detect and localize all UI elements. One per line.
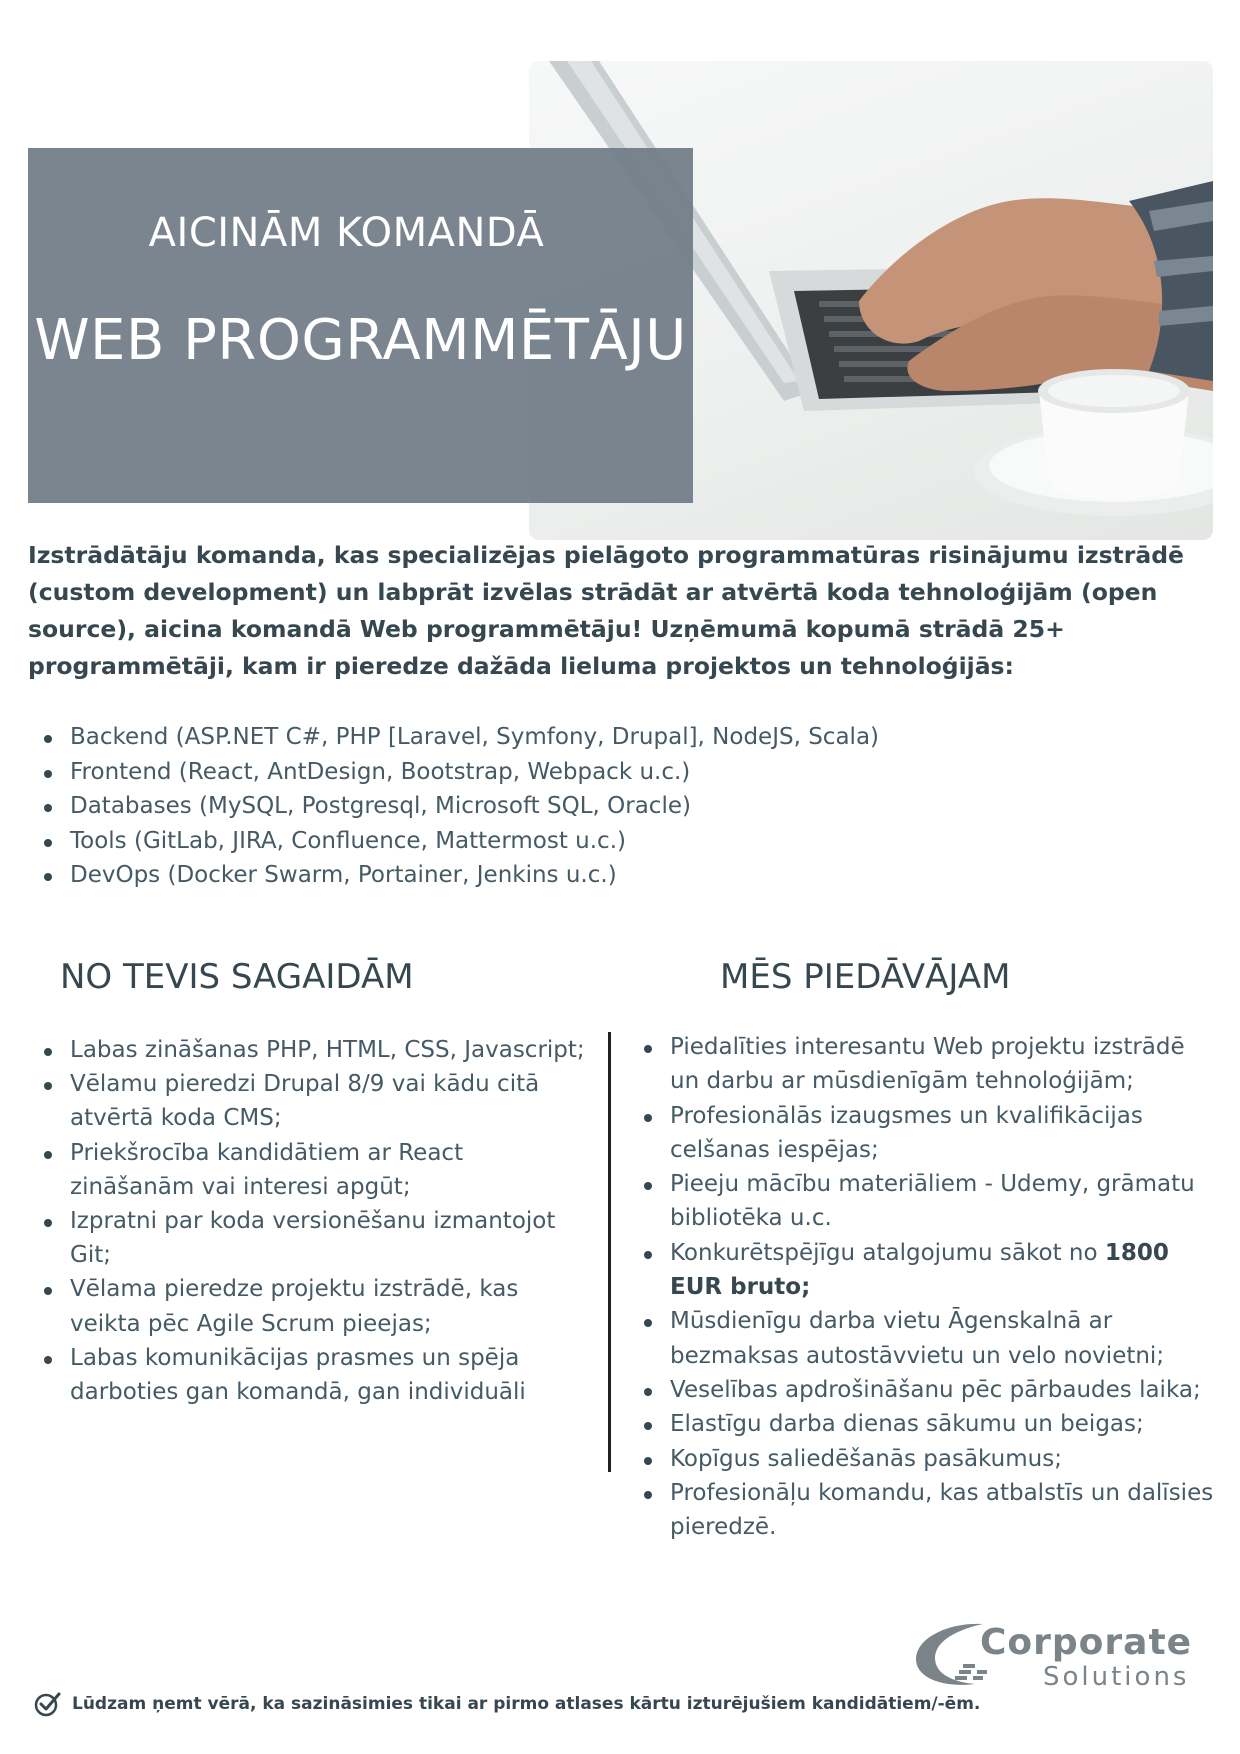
hero-subtitle: AICINĀM KOMANDĀ xyxy=(148,210,545,256)
offer-item: Profesionālās izaugsmes un kvalifikācijas celšanas iespējas; xyxy=(628,1099,1220,1168)
tech-list xyxy=(28,720,1128,893)
offer-item: Mūsdienīgu darba vietu Āgenskalnā ar bezmaksas autostāvvietu un velo novietni; xyxy=(628,1304,1220,1373)
check-circle-icon xyxy=(34,1690,62,1718)
offer-list xyxy=(628,1030,1220,1544)
offer-heading: MĒS PIEDĀVĀJAM xyxy=(720,957,1011,997)
requirement-item: Labas zināšanas PHP, HTML, CSS, Javascript; xyxy=(28,1033,588,1067)
offer-item: Veselības apdrošināšanu pēc pārbaudes laika; xyxy=(628,1373,1220,1407)
offer-item: Elastīgu darba dienas sākumu un beigas; xyxy=(628,1407,1220,1441)
requirements-list xyxy=(28,1033,588,1409)
requirement-item: Priekšrocība kandidātiem ar React zināšanām vai interesi apgūt; xyxy=(28,1136,588,1204)
tech-item-frontend: Frontend (React, AntDesign, Bootstrap, Webpack u.c.) xyxy=(28,755,1128,790)
requirement-item: Vēlama pieredze projektu izstrādē, kas veikta pēc Agile Scrum pieejas; xyxy=(28,1272,588,1340)
requirement-item: Vēlamu pieredzi Drupal 8/9 vai kādu citā atvērtā koda CMS; xyxy=(28,1067,588,1135)
offer-item: Piedalīties interesantu Web projektu izstrādē un darbu ar mūsdienīgām tehnoloģijām; xyxy=(628,1030,1220,1099)
offer-item: Kopīgus saliedēšanās pasākumus; xyxy=(628,1442,1220,1476)
hero-title: WEB PROGRAMMĒTĀJU xyxy=(34,308,687,373)
tech-item-databases: Databases (MySQL, Postgresql, Microsoft SQL, Oracle) xyxy=(28,789,1128,824)
footer-text: Lūdzam ņemt vērā, ka sazināsimies tikai ar pirmo atlases kārtu izturējušiem kandidātiem/-ēm. xyxy=(72,1694,981,1714)
column-divider xyxy=(608,1032,611,1472)
tech-item-tools: Tools (GitLab, JIRA, Confluence, Mattermost u.c.) xyxy=(28,824,1128,859)
footer-note xyxy=(34,1690,1034,1720)
tech-item-devops: DevOps (Docker Swarm, Portainer, Jenkins u.c.) xyxy=(28,858,1128,893)
requirements-heading: NO TEVIS SAGAIDĀM xyxy=(60,957,414,997)
salary-text: Konkurētspējīgu atalgojumu sākot no xyxy=(670,1239,1105,1266)
requirement-item: Labas komunikācijas prasmes un spēja darboties gan komandā, gan individuāli xyxy=(28,1341,588,1409)
tech-item-backend: Backend (ASP.NET C#, PHP [Laravel, Symfony, Drupal], NodeJS, Scala) xyxy=(28,720,1128,755)
logo-text-corporate: Corporate xyxy=(980,1622,1193,1663)
intro-paragraph: Izstrādātāju komanda, kas specializējas pielāgoto programmatūras risinājumu izstrādē (custom development) un labprāt izvēlas strādāt ar atvērtā koda tehnoloģijām (open source), aicina komandā Web programmētāju! Uzņēmumā kopumā strādā 25+ programmētāji, kam ir pieredze dažāda lieluma projektos un tehnoloģijās: xyxy=(28,541,1184,680)
logo-text-solutions: Solutions xyxy=(1043,1662,1190,1692)
company-logo xyxy=(913,1620,1193,1692)
requirement-item: Izpratni par koda versionēšanu izmantojot Git; xyxy=(28,1204,588,1272)
offer-item: Profesionāļu komandu, kas atbalstīs un dalīsies pieredzē. xyxy=(628,1476,1220,1545)
offer-item-salary xyxy=(628,1236,1220,1305)
offer-item: Pieeju mācību materiāliem - Udemy, grāmatu bibliotēka u.c. xyxy=(628,1167,1220,1236)
salary-amount: 1800 EUR bruto; xyxy=(670,1239,1169,1301)
